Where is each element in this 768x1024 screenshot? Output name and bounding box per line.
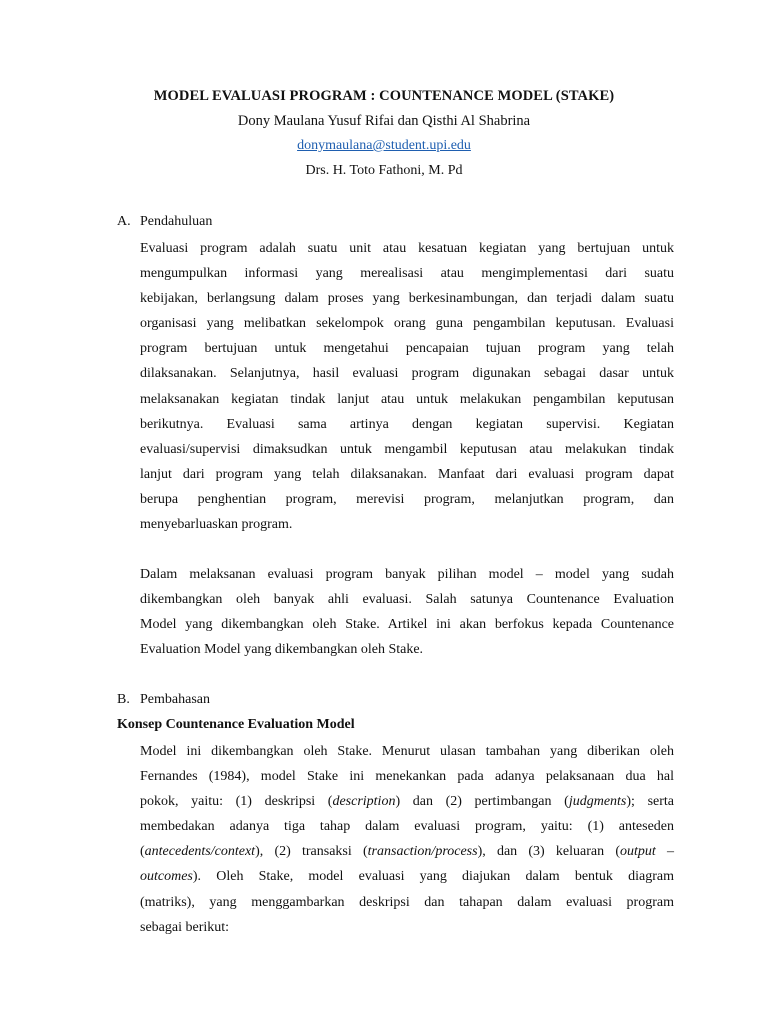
text-run: ) dan (2) pertimbangan (: [395, 794, 569, 810]
paragraph-line: sebagai berikut:: [140, 919, 230, 935]
text-run: pokok, yaitu: (1) deskripsi (: [140, 794, 333, 810]
italic-term: transaction/process: [367, 844, 478, 860]
advisor: Drs. H. Toto Fathoni, M. Pd: [305, 163, 463, 178]
paragraph-line: mengumpulkan informasi yang merealisasi atau mengimplementasi dari suatu: [140, 266, 674, 282]
paragraph-line: Fernandes (1984), model Stake ini menekankan pada adanya pelaksanaan dua hal: [140, 769, 674, 785]
italic-term: output –: [620, 844, 675, 860]
section-a-heading: [117, 214, 212, 230]
italic-term: outcomes: [140, 869, 193, 885]
paragraph-line: Evaluasi program adalah suatu unit atau kesatuan kegiatan yang bertujuan untuk: [140, 241, 674, 256]
paragraph-line: organisasi yang melibatkan sekelompok orang guna pengambilan keputusan. Evaluasi: [140, 316, 674, 332]
paragraph-line: membedakan adanya tiga tahap dalam evaluasi program, yaitu: (1) anteseden: [140, 819, 674, 835]
paragraph-line: evaluasi/supervisi dimaksudkan untuk mengambil keputusan atau melakukan tindak: [140, 441, 674, 457]
section-a-paragraph-1: [140, 236, 674, 537]
text-run: ). Oleh Stake, model evaluasi yang diajukan dalam bentuk diagram: [192, 869, 674, 885]
email-link[interactable]: donymaulana@student.upi.edu: [297, 138, 471, 153]
italic-term: antecedents/context: [144, 844, 256, 860]
paragraph-line: Dalam melaksanan evaluasi program banyak pilihan model – model yang sudah: [140, 567, 674, 582]
paragraph-line: Evaluation Model yang dikembangkan oleh Stake.: [140, 642, 424, 658]
section-b-title: Pembahasan: [140, 692, 210, 707]
text-run: ), dan (3) keluaran (: [477, 844, 621, 860]
paragraph-line: [140, 839, 674, 864]
paragraph-line: [140, 789, 674, 814]
section-a-letter: A.: [117, 214, 131, 229]
subheading: Konsep Countenance Evaluation Model: [117, 717, 355, 732]
author-email: [0, 138, 768, 154]
paragraph-line: program bertujuan untuk mengetahui pencapaian tujuan program yang telah: [140, 341, 674, 357]
paragraph-line: menyebarluaskan program.: [140, 517, 293, 533]
paragraph-line: dikembangkan oleh banyak ahli evaluasi. Salah satunya Countenance Evaluation: [140, 592, 674, 608]
paragraph-line: dilaksanakan. Selanjutnya, hasil evaluasi program digunakan sebagai dasar untuk: [140, 366, 674, 382]
paragraph-line: berupa penghentian program, merevisi program, melanjutkan program, dan: [140, 491, 674, 507]
section-b-letter: B.: [117, 692, 130, 707]
paragraph-line: lanjut dari program yang telah dilaksanakan. Manfaat dari evaluasi program dapat: [140, 466, 674, 482]
paragraph-line: (matriks), yang menggambarkan deskripsi dan tahapan dalam evaluasi program: [140, 894, 674, 910]
text-run: (: [140, 844, 145, 860]
document-title: MODEL EVALUASI PROGRAM : COUNTENANCE MODEL (STAKE): [153, 88, 615, 104]
section-a-title: Pendahuluan: [140, 214, 213, 229]
text-run: ), (2) transaksi (: [255, 844, 368, 860]
paragraph-line: Model yang dikembangkan oleh Stake. Artikel ini akan berfokus kepada Countenance: [140, 617, 674, 633]
paragraph-line: kebijakan, berlangsung dalam proses yang berkesinambungan, dan terjadi dalam suatu: [140, 291, 674, 307]
paragraph-line: melaksanakan kegiatan tindak lanjut atau untuk melakukan pengambilan keputusan: [140, 391, 674, 407]
paragraph-line: Model ini dikembangkan oleh Stake. Menurut ulasan tambahan yang diberikan oleh: [140, 744, 674, 759]
paragraph-line: [140, 864, 674, 889]
authors: Dony Maulana Yusuf Rifai dan Qisthi Al Shabrina: [237, 113, 531, 129]
text-run: ); serta: [626, 794, 675, 810]
section-a-paragraph-2: [140, 562, 674, 662]
paragraph-line: berikutnya. Evaluasi sama artinya dengan kegiatan supervisi. Kegiatan: [140, 416, 674, 432]
section-b-heading: [117, 692, 210, 708]
italic-term: description: [332, 794, 396, 810]
italic-term: judgments: [568, 794, 627, 810]
section-b-paragraph-1: [140, 739, 674, 940]
